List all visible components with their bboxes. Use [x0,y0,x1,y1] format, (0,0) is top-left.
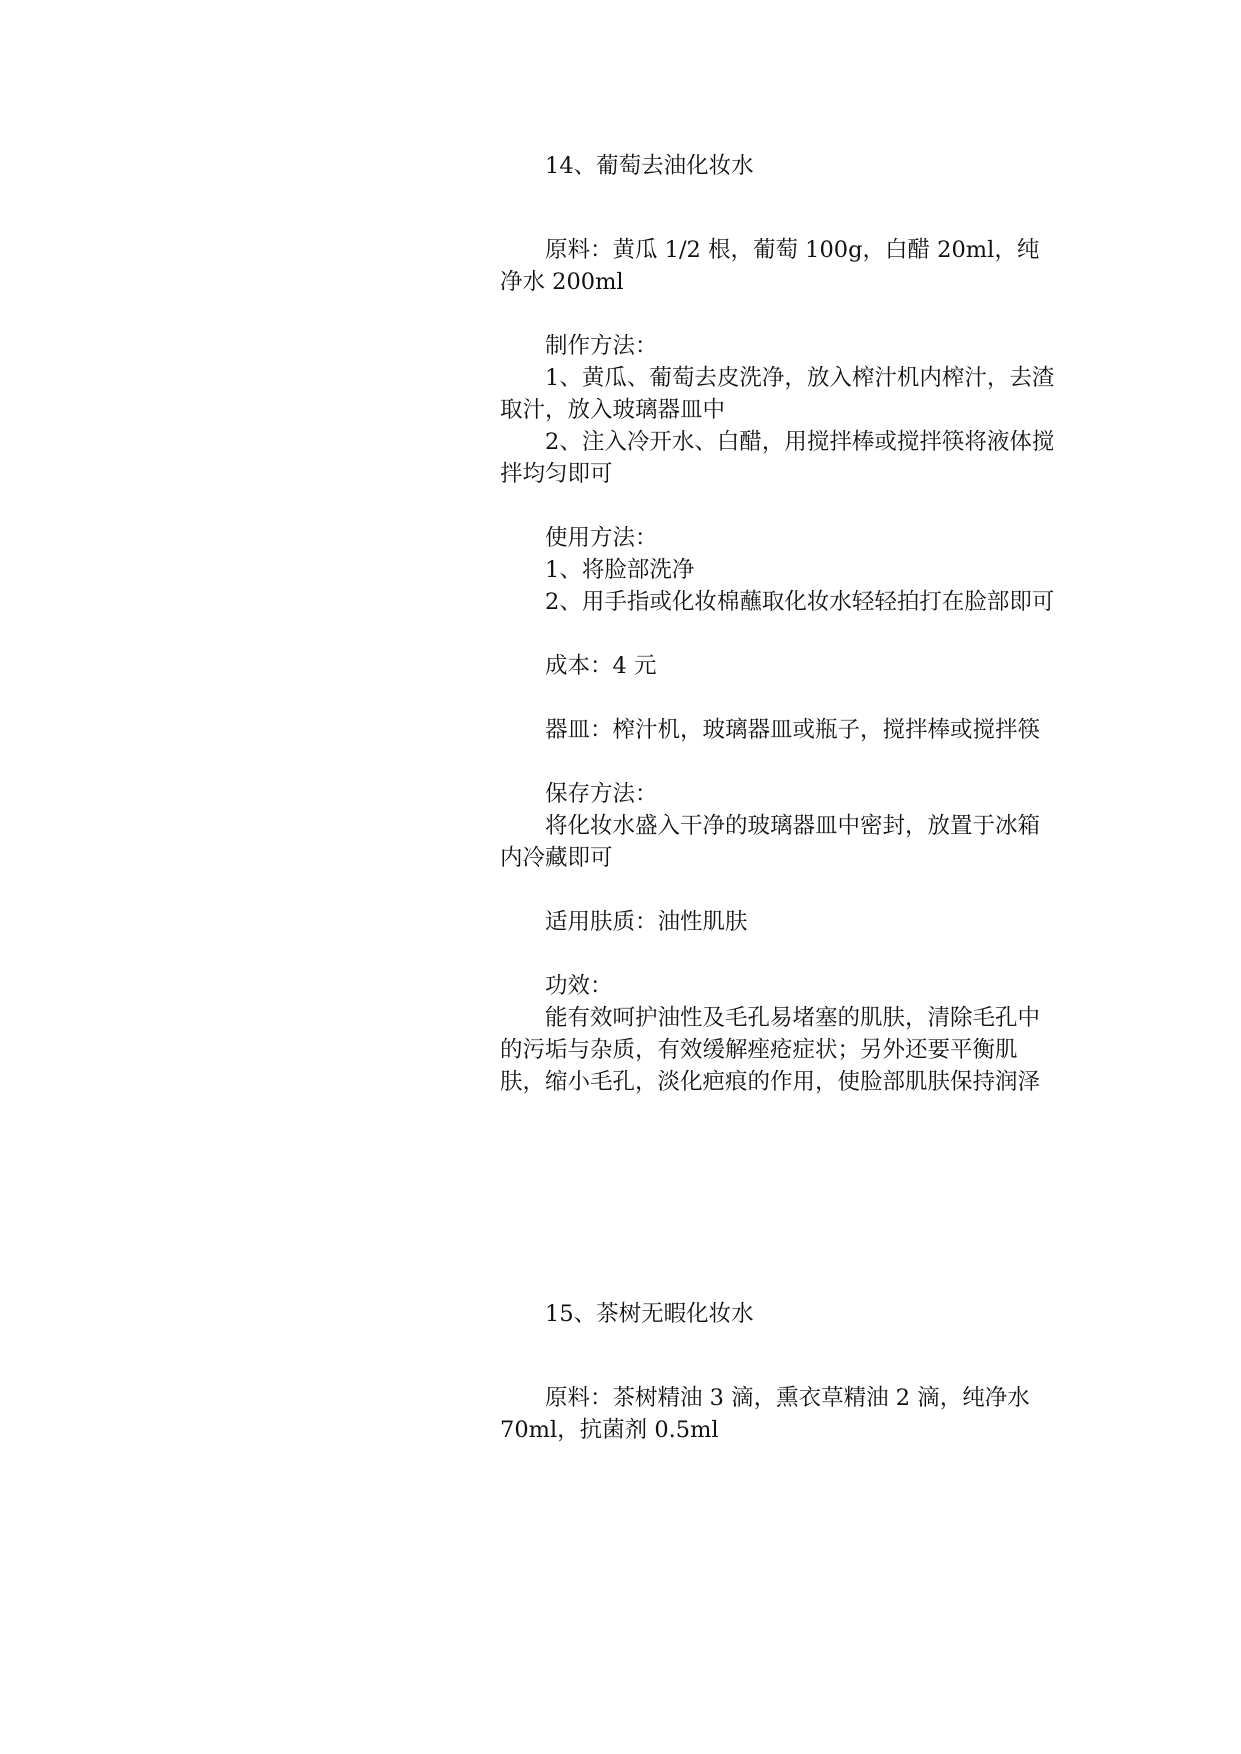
recipe-14-effect-heading: 功效： [545,973,613,999]
recipe-15-ingredients: 原料：茶树精油 3 滴，熏衣草精油 2 滴，纯净水 70ml，抗菌剂 0.5ml [500,1385,1037,1443]
recipe-15-title: 15、茶树无暇化妆水 [545,1301,754,1327]
recipe-14-method-heading: 制作方法： [545,333,658,359]
text-column [500,150,1060,1446]
recipe-14-title: 14、葡萄去油化妆水 [545,153,754,179]
recipe-14-method-step-1: 1、黄瓜、葡萄去皮洗净，放入榨汁机内榨汁，去渣取汁，放入玻璃器皿中 [500,365,1055,423]
recipe-14-skin-type: 适用肤质：油性肌肤 [545,909,748,935]
recipe-14-cost: 成本：4 元 [545,653,657,679]
recipe-14-usage-heading: 使用方法： [545,525,658,551]
recipe-14-ingredients: 原料：黄瓜 1/2 根，葡萄 100g，白醋 20ml，纯净水 200ml [500,237,1040,295]
recipe-14-usage-step-1: 1、将脸部洗净 [545,557,695,583]
recipe-14-utensils: 器皿：榨汁机，玻璃器皿或瓶子，搅拌棒或搅拌筷 [545,717,1041,743]
recipe-14-usage-step-2: 2、用手指或化妆棉蘸取化妆水轻轻拍打在脸部即可 [545,589,1055,615]
recipe-14-effect-text: 能有效呵护油性及毛孔易堵塞的肌肤，清除毛孔中的污垢与杂质，有效缓解痤疮症状；另外还要平衡肌肤，缩小毛孔，淡化疤痕的作用，使脸部肌肤保持润泽 [500,1005,1041,1095]
recipe-14-storage-heading: 保存方法： [545,781,658,807]
recipe-14-storage-text: 将化妆水盛入干净的玻璃器皿中密封，放置于冰箱内冷藏即可 [500,813,1041,871]
recipe-14-method-step-2: 2、注入冷开水、白醋，用搅拌棒或搅拌筷将液体搅拌均匀即可 [500,429,1055,487]
